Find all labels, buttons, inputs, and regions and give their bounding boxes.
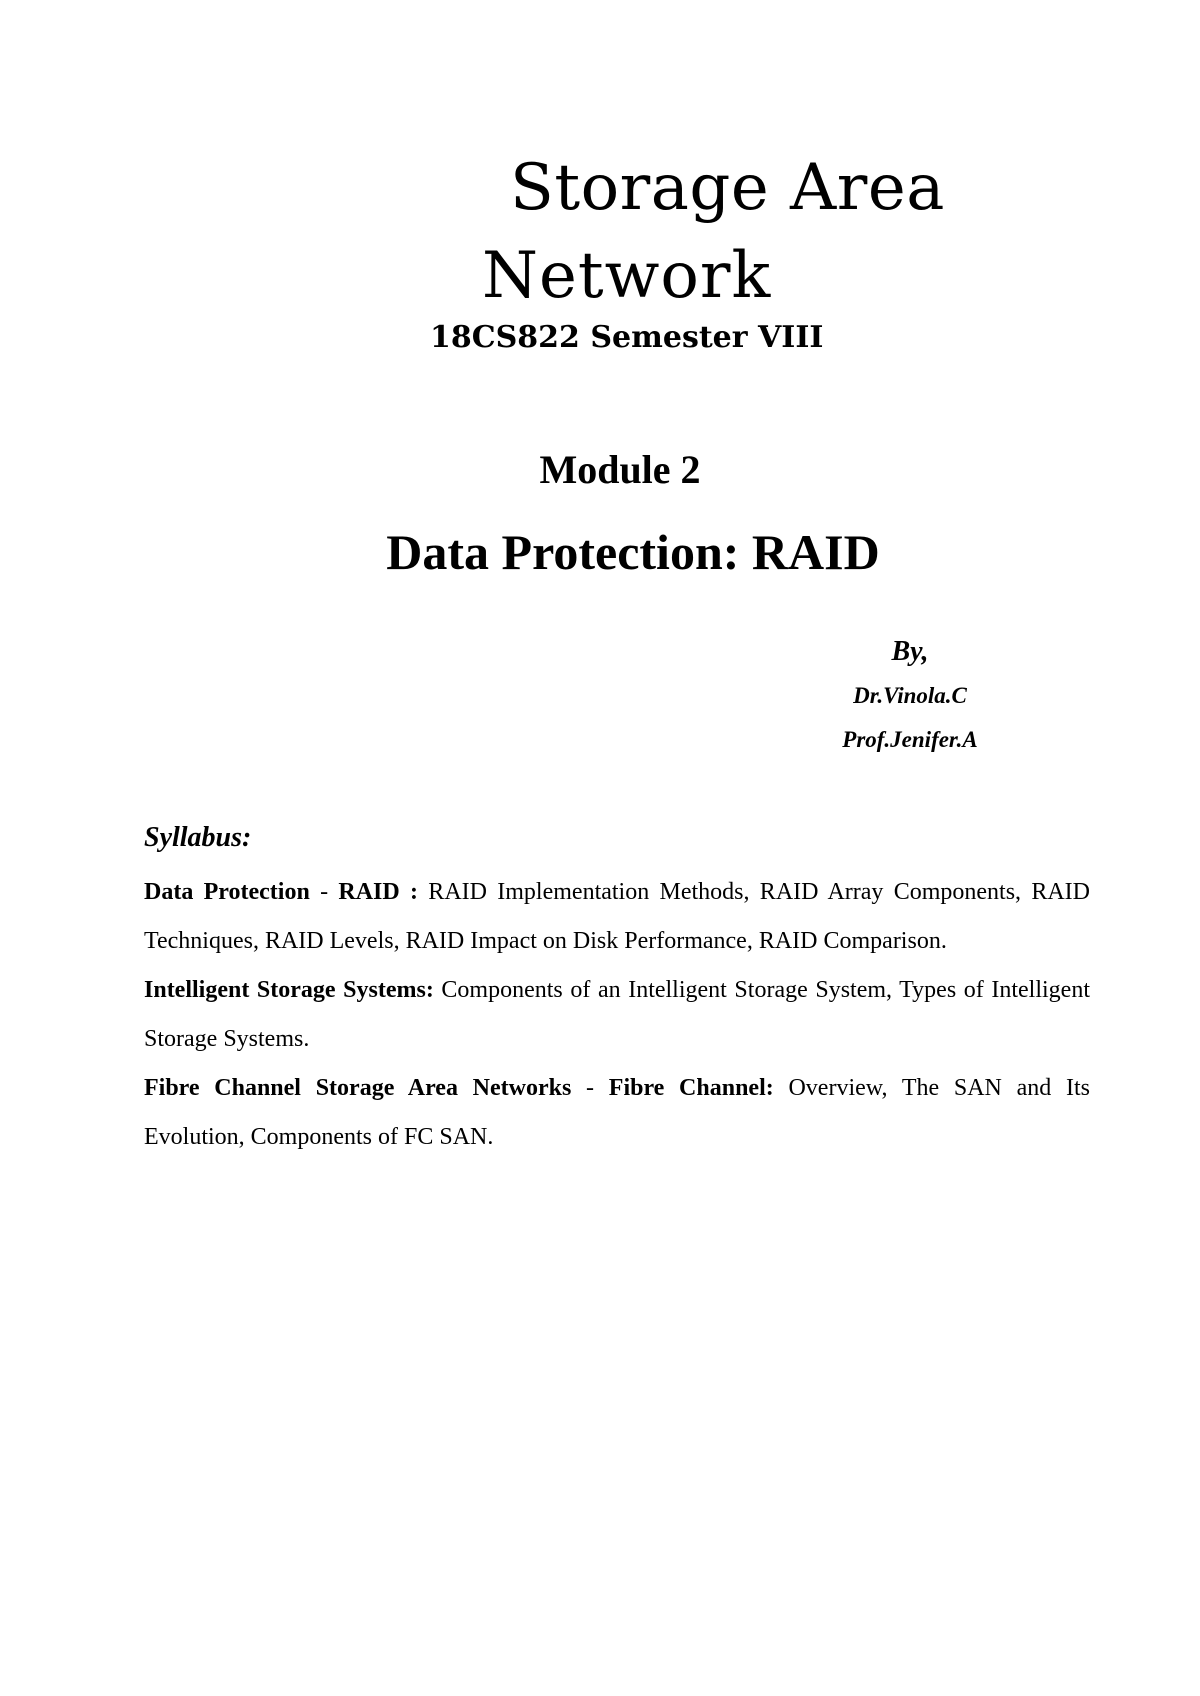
syllabus-paragraph xyxy=(144,868,1090,966)
syllabus-separator: - xyxy=(571,1075,609,1101)
syllabus-topic-label: Data Protection xyxy=(144,879,310,905)
syllabus-separator: - xyxy=(309,879,339,905)
syllabus-heading: Syllabus: xyxy=(144,822,252,853)
syllabus-section xyxy=(144,818,1090,1162)
syllabus-paragraph xyxy=(144,966,1090,1064)
module-title: Data Protection: RAID xyxy=(386,524,880,580)
syllabus-topic-text: Overview, The SAN and Its Evolution, Components of FC SAN. xyxy=(144,1075,1090,1150)
course-code: 18CS822 Semester VIII xyxy=(430,320,824,355)
syllabus-topic-label: Fibre Channel Storage Area Networks xyxy=(144,1075,572,1101)
author-name: Prof.Jenifer.A xyxy=(842,727,978,752)
syllabus-paragraph xyxy=(144,1064,1090,1162)
authors-block xyxy=(780,632,1040,762)
syllabus-subtopic-label: RAID : xyxy=(338,879,419,905)
module-number: Module 2 xyxy=(539,447,701,492)
syllabus-topic-text: RAID Implementation Methods, RAID Array Components, RAID Techniques, RAID Levels, RAID Impact on Disk Performance, RAID Comparison. xyxy=(144,879,1090,954)
authors-by-label: By, xyxy=(891,636,929,667)
document-title-line2: Network xyxy=(482,239,772,313)
document-title-line1: Storage Area xyxy=(510,151,945,225)
syllabus-topic-text: Components of an Intelligent Storage System, Types of Intelligent Storage Systems. xyxy=(144,977,1090,1052)
syllabus-topic-label: Intelligent Storage Systems: xyxy=(144,977,434,1003)
syllabus-subtopic-label: Fibre Channel: xyxy=(608,1075,774,1101)
author-name: Dr.Vinola.C xyxy=(853,683,967,708)
